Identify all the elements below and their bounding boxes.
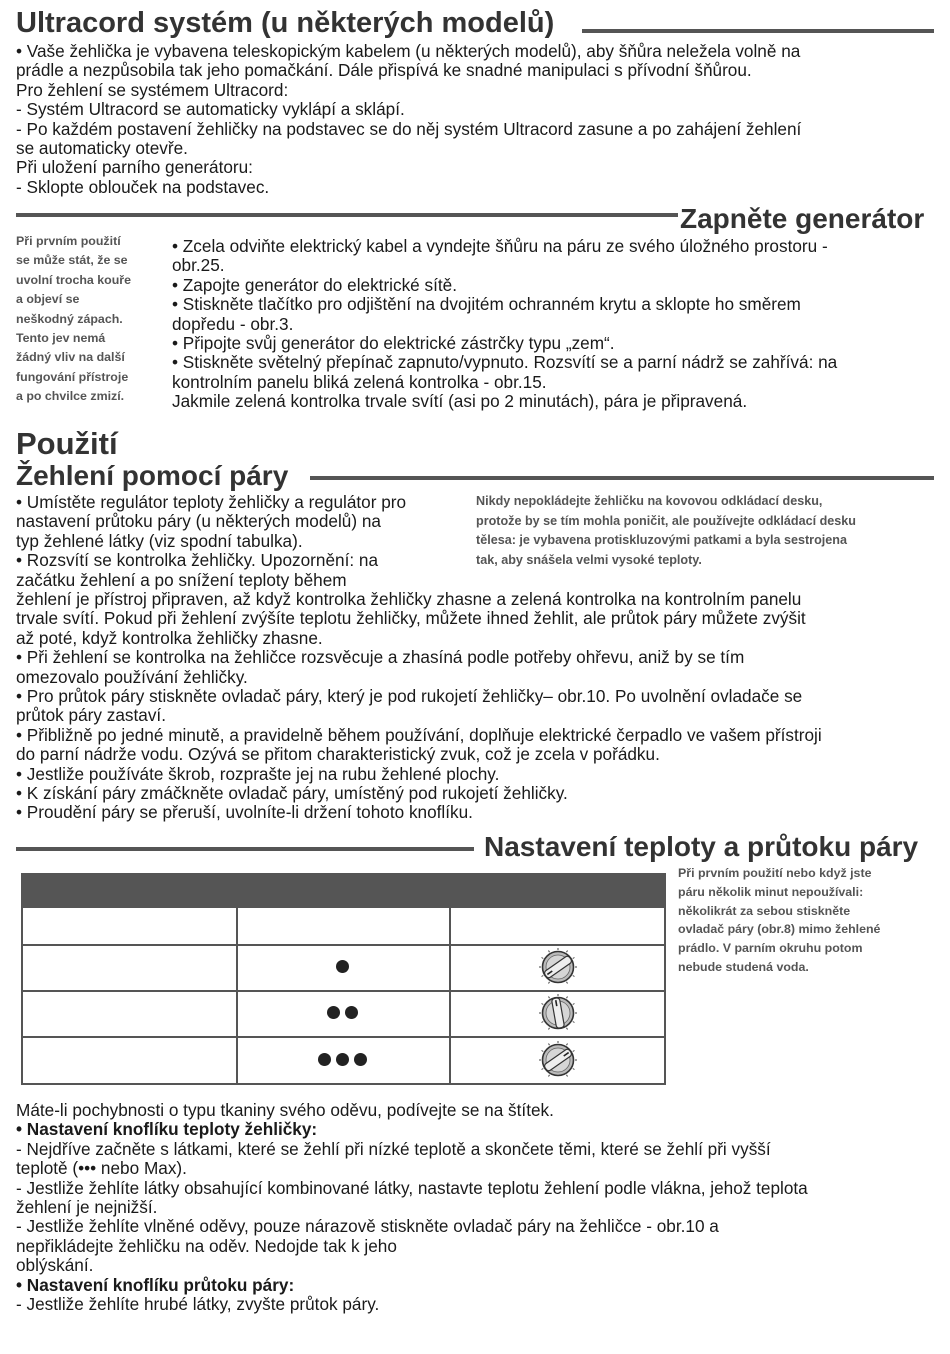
text-line: Při uložení parního generátoru: bbox=[16, 157, 253, 178]
text-line: - Systém Ultracord se automaticky vyklápí a sklápí. bbox=[16, 99, 405, 120]
side-note-steam-purge bbox=[678, 864, 938, 984]
zapnete-text bbox=[172, 237, 942, 417]
text-line: • Proudění páry se přeruší, uvolníte-li držení tohoto knoflíku. bbox=[16, 802, 473, 823]
text-line: - Nejdříve začněte s látkami, které se žehlí při nízké teplotě a skončete těmi, které se žehlí při vyšší bbox=[16, 1138, 771, 1159]
text-line: • K získání páry zmáčkněte ovladač páry, umístěný pod rukojetí žehličky. bbox=[16, 783, 568, 803]
text-line: • Zcela odviňte elektrický kabel a vyndejte šňůru na páru ze svého úložného prostoru - bbox=[172, 236, 828, 256]
text-line: tak, aby snášela velmi vysoké teploty. bbox=[476, 552, 702, 567]
temperature-dot-icon bbox=[318, 1053, 331, 1066]
text-line: Při prvním použití nebo když jste bbox=[678, 866, 872, 880]
text-line: protože by se tím mohla poničit, ale používejte odkládací desku bbox=[476, 513, 856, 528]
temperature-dot-icon bbox=[345, 1006, 358, 1019]
subsection-title-steam: Žehlení pomocí páry bbox=[16, 460, 289, 491]
text-line: kontrolním panelu bliká zelená kontrolka - obr.15. bbox=[172, 371, 547, 392]
text-line: páru několik minut nepoužívali: bbox=[678, 884, 864, 899]
table-divider bbox=[449, 906, 451, 1083]
text-line: - Po každém postavení žehličky na podstavec se do něj systém Ultracord zasune a po zahájení žehlení bbox=[16, 118, 802, 139]
temperature-dots bbox=[336, 960, 349, 973]
text-line: Pro žehlení se systémem Ultracord: bbox=[16, 79, 289, 100]
text-line: několikrát za sebou stiskněte bbox=[678, 903, 851, 918]
text-line: nebude studená voda. bbox=[678, 960, 809, 974]
after-table-text bbox=[16, 1101, 936, 1331]
text-line: uvolní trocha kouře bbox=[16, 272, 131, 287]
text-line: typ žehlené látky (viz spodní tabulka). bbox=[16, 530, 303, 551]
text-line: - Jestliže žehlíte hrubé látky, zvyšte průtok páry. bbox=[16, 1294, 380, 1314]
text-line: • Pro průtok páry stiskněte ovladač páry, který je pod rukojetí žehličky– obr.10. Po uvolnění ovladače se bbox=[16, 686, 803, 706]
text-line: trvale svítí. Pokud při žehlení zvýšíte teplotu žehličky, můžete ihned žehlit, ale průtok páry můžete zvýšit bbox=[16, 608, 806, 629]
temperature-dots bbox=[327, 1006, 358, 1019]
table-row bbox=[23, 906, 664, 946]
text-line: - Sklopte oblouček na podstavec. bbox=[16, 176, 270, 197]
section-title-ultracord: Ultracord systém (u některých modelů) bbox=[16, 7, 555, 39]
steam-dial-icon bbox=[535, 1040, 581, 1080]
text-line: Jakmile zelená kontrolka trvale svítí (asi po 2 minutách), pára je připravená. bbox=[172, 391, 748, 412]
table-header bbox=[23, 875, 664, 906]
text-line: • Zapojte generátor do elektrické sítě. bbox=[172, 274, 457, 295]
steam-dial-icon bbox=[535, 993, 581, 1033]
text-line: • Připojte svůj generátor do elektrické zástrčky typu „zem“. bbox=[172, 333, 615, 353]
text-line: - Jestliže žehlíte látky obsahující kombinované látky, nastavte teplotu žehlení podle vlákna, jehož teplota bbox=[16, 1177, 808, 1198]
side-note-first-use bbox=[16, 232, 166, 412]
text-line: • Stiskněte světelný přepínač zapnuto/vypnuto. Rozsvítí se a parní nádrž se zahřívá: na bbox=[172, 352, 838, 373]
text-line: omezovalo používání žehličky. bbox=[16, 666, 248, 687]
text-line: obr.25. bbox=[172, 255, 225, 276]
text-line: tělesa: je vybavena protiskluzovými patkami a byla sestrojena bbox=[476, 533, 847, 548]
text-line: nastavení průtoku páry (u některých modelů) na bbox=[16, 511, 381, 532]
text-line: • Vaše žehlička je vybavena teleskopickým kabelem (u některých modelů), aby šňůra neležela volně na bbox=[16, 41, 801, 61]
section-title-nastaveni: Nastavení teploty a průtoku páry bbox=[484, 831, 919, 862]
text-line: žehlení je přístroj připraven, až když kontrolka žehličky zhasne a zelená kontrolka na kontrolním panelu bbox=[16, 589, 802, 609]
text-line: Při prvním použití bbox=[16, 234, 121, 248]
section-rule bbox=[310, 476, 934, 480]
section-title-pouziti: Použití bbox=[16, 426, 118, 461]
section-title-zapnete: Zapněte generátor bbox=[680, 203, 925, 234]
settings-table bbox=[21, 873, 666, 1085]
text-line: a po chvilce zmizí. bbox=[16, 389, 125, 404]
text-line: Tento jev nemá bbox=[16, 331, 106, 345]
temperature-dot-icon bbox=[354, 1053, 367, 1066]
text-line: • Jestliže používáte škrob, rozprašte jej na rubu žehlené plochy. bbox=[16, 763, 500, 784]
section-rule bbox=[582, 29, 934, 33]
text-line: prádlo. V parním okruhu potom bbox=[678, 941, 863, 956]
text-line: a objeví se bbox=[16, 292, 80, 307]
temperature-dot-icon bbox=[336, 1053, 349, 1066]
text-line: do parní nádrže vodu. Ozývá se přitom charakteristický zvuk, což je zcela v pořádku. bbox=[16, 744, 660, 765]
text-line: - Jestliže žehlíte vlněné oděvy, pouze nárazově stiskněte ovladač páry na žehličce - obr.10 a bbox=[16, 1216, 719, 1237]
temperature-dot-icon bbox=[327, 1006, 340, 1019]
text-line: Nikdy nepokládejte žehličku na kovovou odkládací desku, bbox=[476, 494, 823, 508]
section-rule bbox=[16, 213, 678, 217]
steam-dial-icon bbox=[535, 947, 581, 987]
text-line: neškodný zápach. bbox=[16, 311, 123, 326]
text-line: začátku žehlení a po snížení teploty během bbox=[16, 569, 347, 590]
text-line: • Při žehlení se kontrolka na žehličce rozsvěcuje a zhasíná podle potřeby ohřevu, aniž by se tím bbox=[16, 647, 745, 668]
text-line: • Stiskněte tlačítko pro odjištění na dvojitém ochranném krytu a sklopte ho směrem bbox=[172, 294, 801, 315]
text-line: • Umístěte regulátor teploty žehličky a regulátor pro bbox=[16, 492, 407, 512]
section-rule bbox=[16, 847, 474, 851]
text-line: • Přibližně po jedné minutě, a pravidelně během používání, doplňuje elektrické čerpadlo ve vašem přístroji bbox=[16, 724, 822, 745]
table-divider bbox=[236, 906, 238, 1083]
text-line: průtok páry zastaví. bbox=[16, 705, 166, 726]
text-line: ovladač páry (obr.8) mimo žehlené bbox=[678, 922, 881, 937]
ultracord-text bbox=[16, 42, 936, 202]
text-line: fungování přístroje bbox=[16, 369, 129, 384]
temperature-dot-icon bbox=[336, 960, 349, 973]
text-line: oblýskání. bbox=[16, 1255, 94, 1276]
temperature-dots bbox=[318, 1053, 367, 1066]
text-line: žehlení je nejnižší. bbox=[16, 1197, 158, 1217]
text-line: žádný vliv na další bbox=[16, 350, 125, 365]
text-line: se automaticky otevře. bbox=[16, 138, 188, 158]
text-line: • Nastavení knoflíku průtoku páry: bbox=[16, 1274, 295, 1295]
text-line: prádle a nezpůsobila tak jeho pomačkání. Dále přispívá ke snadné manipulaci s přívodní šňůrou. bbox=[16, 60, 752, 81]
text-line: se může stát, že se bbox=[16, 253, 128, 268]
text-line: nepřikládejte žehličku na oděv. Nedojde tak k jeho bbox=[16, 1235, 397, 1256]
pouziti-text bbox=[16, 493, 936, 833]
text-line: až poté, když kontrolka žehličky zhasne. bbox=[16, 627, 323, 648]
text-line: dopředu - obr.3. bbox=[172, 313, 294, 334]
text-line: • Nastavení knoflíku teploty žehličky: bbox=[16, 1119, 318, 1140]
text-line: Máte-li pochybnosti o typu tkaniny svého oděvu, podívejte se na štítek. bbox=[16, 1100, 554, 1120]
text-line: • Rozsvítí se kontrolka žehličky. Upozornění: na bbox=[16, 550, 379, 571]
text-line: teplotě (••• nebo Max). bbox=[16, 1158, 187, 1179]
